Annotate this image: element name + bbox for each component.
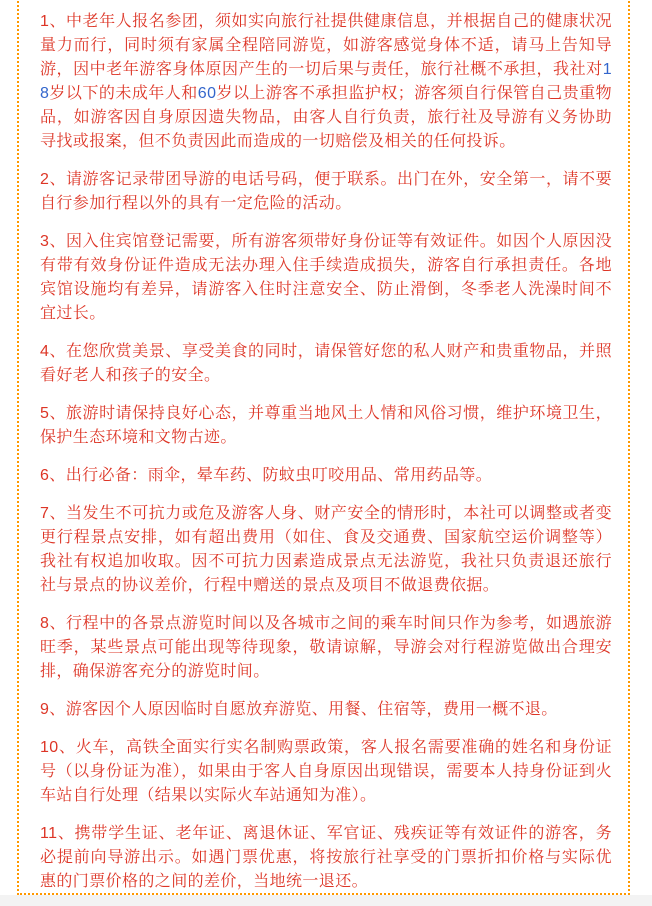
- page-bottom-strip: [0, 895, 652, 906]
- travel-notice-box: [17, 0, 630, 895]
- notice-paragraph-7: [40, 502, 612, 598]
- notice-paragraph-3: [40, 230, 612, 326]
- paragraph-text: 3、因入住宾馆登记需要，所有游客须带好身份证等有效证件。如因个人原因没有带有效身份证件造成无法办理入住手续造成损失，游客自行承担责任。各地宾馆设施均有差异，请游客入住时注意安全、防止滑倒，冬季老人洗澡时间不宜过长。: [40, 233, 612, 322]
- notice-paragraph-4: [40, 340, 612, 388]
- paragraph-text: 岁以上游客不承担监护权；游客须自行保管自己贵重物品，如游客因自身原因遗失物品，由客人自行负责，旅行社及导游有义务协助寻找或报案，但不负责因此而造成的一切赔偿及相关的任何投诉。: [40, 85, 612, 150]
- highlighted-number: 60: [197, 85, 217, 102]
- notice-paragraph-8: [40, 612, 612, 684]
- paragraph-text: 1、中老年人报名参团，须如实向旅行社提供健康信息，并根据自己的健康状况量力而行，同时须有家属全程陪同游览，如游客感觉身体不适，请马上告知导游，因中老年游客身体原因产生的一切后果与责任，旅行社概不承担，我社对: [40, 13, 612, 78]
- paragraph-text: 7、当发生不可抗力或危及游客人身、财产安全的情形时，本社可以调整或者变更行程景点安排，如有超出费用（如住、食及交通费、国家航空运价调整等）我社有权追加收取。因不可抗力因素造成景点无法游览，我社只负责退还旅行社与景点的协议差价，行程中赠送的景点及项目不做退费依据。: [40, 505, 612, 594]
- notice-paragraph-2: [40, 168, 612, 216]
- paragraph-text: 岁以下的未成年人和: [49, 85, 198, 102]
- paragraph-text: 11、携带学生证、老年证、离退休证、军官证、残疾证等有效证件的游客，务必提前向导游出示。如遇门票优惠，将按旅行社享受的门票折扣价格与实际优惠的门票价格的之间的差价，当地统一退还。: [40, 825, 612, 890]
- notice-paragraph-10: [40, 736, 612, 808]
- paragraph-text: 4、在您欣赏美景、享受美食的同时，请保管好您的私人财产和贵重物品，并照看好老人和孩子的安全。: [40, 343, 612, 384]
- notice-paragraph-11: [40, 822, 612, 894]
- notice-paragraph-1: [40, 10, 612, 154]
- notice-list: [40, 10, 612, 894]
- paragraph-text: 8、行程中的各景点游览时间以及各城市之间的乘车时间只作为参考，如遇旅游旺季，某些景点可能出现等待现象，敬请谅解，导游会对行程游览做出合理安排，确保游客充分的游览时间。: [40, 615, 612, 680]
- paragraph-text: 10、火车，高铁全面实行实名制购票政策，客人报名需要准确的姓名和身份证号（以身份证为准），如果由于客人自身原因出现错误，需要本人持身份证到火车站自行处理（结果以实际火车站通知为准）。: [40, 739, 612, 804]
- paragraph-text: 5、旅游时请保持良好心态，并尊重当地风土人情和风俗习惯，维护环境卫生，保护生态环境和文物古迹。: [40, 405, 612, 446]
- notice-paragraph-6: [40, 464, 612, 488]
- paragraph-text: 6、出行必备：雨伞，晕车药、防蚊虫叮咬用品、常用药品等。: [40, 467, 493, 484]
- paragraph-text: 2、请游客记录带团导游的电话号码，便于联系。出门在外，安全第一，请不要自行参加行程以外的具有一定危险的活动。: [40, 171, 612, 212]
- notice-paragraph-5: [40, 402, 612, 450]
- notice-paragraph-9: [40, 698, 612, 722]
- highlighted-number: 18: [40, 61, 612, 102]
- paragraph-text: 9、游客因个人原因临时自愿放弃游览、用餐、住宿等，费用一概不退。: [40, 701, 558, 718]
